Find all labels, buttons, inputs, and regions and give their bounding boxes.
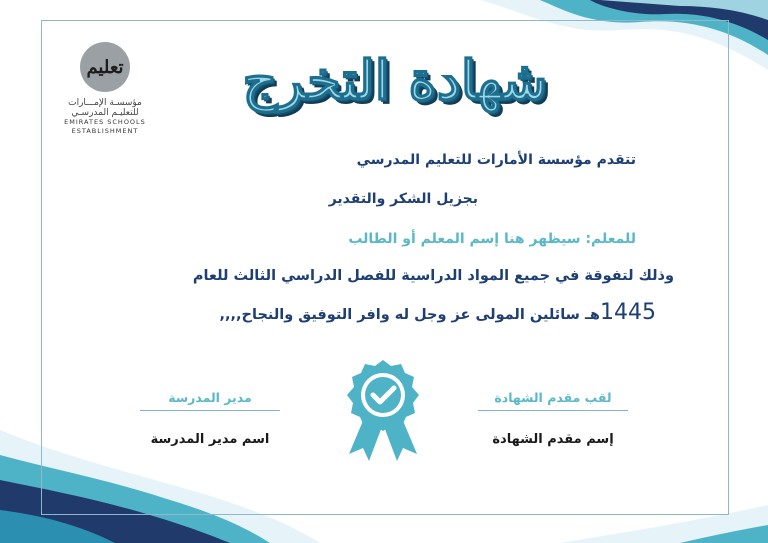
award-check-badge-icon <box>339 358 427 462</box>
principal-title: مدير المدرسة <box>168 390 252 405</box>
recipient-line: للمعلم: سيظهر هنا إسم المعلم أو الطالب <box>348 231 636 247</box>
reason-line: وذلك لتفوقة في جميع المواد الدراسية للفصل الدراسي الثالث للعام <box>192 268 674 284</box>
year: 1445 <box>600 300 656 325</box>
principal-name: اسم مدير المدرسة <box>150 432 270 447</box>
logo-english-line1: EMIRATES SCHOOLS <box>64 118 146 126</box>
presenter-rule <box>478 410 628 411</box>
thanks-line: بجزيل الشكر والتقدير <box>328 191 478 207</box>
closing-line <box>220 300 656 325</box>
logo-arabic-line1: مؤسسـة الإمـــارات <box>68 98 142 108</box>
principal-rule <box>140 410 280 411</box>
logo-circle <box>80 42 130 92</box>
presenter-title: لقب مقدم الشهادة <box>494 390 612 405</box>
logo-english-line2: ESTABLISHMENT <box>71 127 139 135</box>
logo <box>60 42 150 136</box>
logo-word: تعليم <box>86 56 124 78</box>
certificate-title: شهادة التخرج <box>242 48 548 112</box>
presenter-line: تتقدم مؤسسة الأمارات للتعليم المدرسي <box>356 152 636 168</box>
presenter-name: إسم مقدم الشهادة <box>492 432 614 447</box>
closing-text: هـ سائلين المولى عز وجل له وافر التوفيق والنجاح,,,, <box>219 307 600 323</box>
logo-arabic-line2: للتعليـم المدرسـي <box>71 108 139 118</box>
